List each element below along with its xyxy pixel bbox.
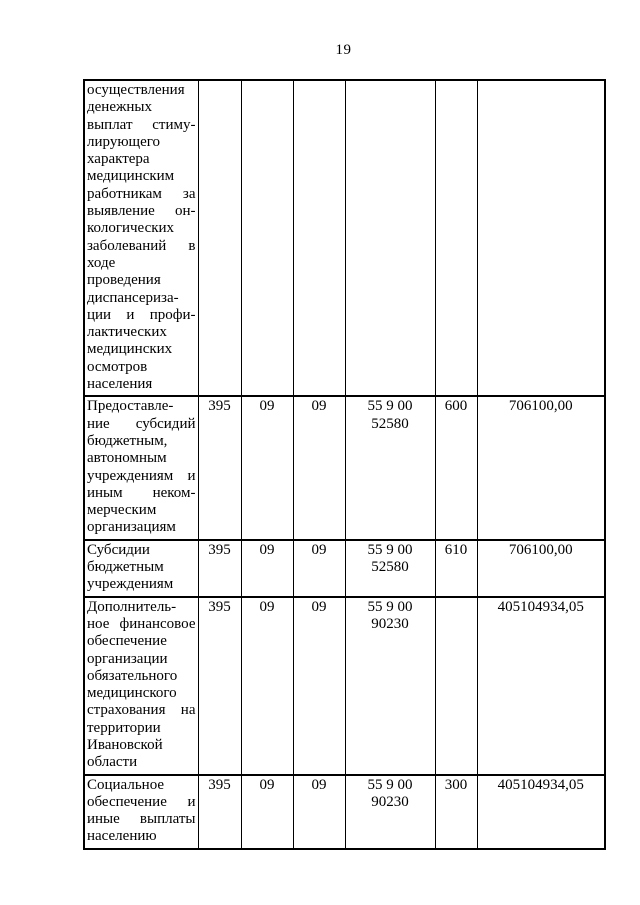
expense-name-line: бюджетным	[87, 559, 164, 576]
col-amount: 405104934,05	[477, 597, 605, 775]
col-expense-type-code: 600	[435, 396, 477, 539]
expense-name-line: выявление он-	[87, 203, 196, 220]
expense-name-line: работникам за	[87, 185, 196, 202]
expense-name-line: территории	[87, 719, 161, 736]
col-section-code	[241, 80, 293, 396]
col-subsection-code	[293, 80, 345, 396]
expense-name-line: ции и профи-	[87, 306, 196, 323]
expense-name-line: мерческим	[87, 502, 157, 519]
expense-name-line: денежных	[87, 99, 152, 116]
expense-name-line: иным неком-	[87, 484, 196, 501]
expense-name-line: ние субсидий	[87, 415, 196, 432]
expense-name-line: учреждениям	[87, 576, 174, 593]
col-grbs-code	[198, 80, 241, 396]
expense-name-line: осмотров	[87, 358, 148, 375]
expense-name-line: Предоставле-	[87, 398, 174, 415]
expense-name-line: осуществления	[87, 82, 185, 98]
col-section-code: 09	[241, 597, 293, 775]
expense-name-line: заболеваний в	[87, 237, 196, 254]
expense-name-line: бюджетным,	[87, 432, 168, 449]
budget-table-body	[84, 80, 605, 849]
expense-name-line: медицинских	[87, 341, 173, 358]
col-expense-type-code: 300	[435, 775, 477, 849]
table-row	[84, 80, 605, 396]
col-amount	[477, 80, 605, 396]
expense-name-line: кологических	[87, 220, 175, 237]
expense-name-line: населению	[87, 828, 157, 845]
col-target-article-code: 55 9 00 52580	[345, 396, 435, 539]
table-row	[84, 396, 605, 539]
expense-name-line: автономным	[87, 450, 167, 467]
col-amount: 706100,00	[477, 396, 605, 539]
col-section-code: 09	[241, 540, 293, 597]
expense-name-line: страхования на	[87, 702, 196, 719]
col-subsection-code: 09	[293, 597, 345, 775]
col-section-code: 09	[241, 396, 293, 539]
col-expense-name	[84, 540, 198, 597]
expense-name-line: населения	[87, 376, 153, 393]
col-grbs-code: 395	[198, 396, 241, 539]
expense-name-line: проведения	[87, 272, 161, 289]
expense-name-line: выплат стиму-	[87, 116, 196, 133]
col-grbs-code: 395	[198, 597, 241, 775]
expense-name-line: Дополнитель-	[87, 598, 177, 615]
expense-name-line: Ивановской	[87, 736, 163, 753]
expense-name-line: характера	[87, 151, 150, 168]
col-subsection-code: 09	[293, 540, 345, 597]
col-expense-name	[84, 80, 198, 396]
col-amount: 405104934,05	[477, 775, 605, 849]
expense-name-line: лирующего	[87, 133, 161, 150]
table-row	[84, 540, 605, 597]
expense-name-line: ходе	[87, 254, 116, 271]
col-grbs-code: 395	[198, 775, 241, 849]
col-expense-name	[84, 396, 198, 539]
expense-name-line: области	[87, 754, 138, 771]
expense-name-line: Социальное	[87, 776, 165, 793]
expense-name-line: Субсидии	[87, 541, 150, 558]
col-expense-type-code	[435, 80, 477, 396]
col-expense-name	[84, 597, 198, 775]
table-row	[84, 597, 605, 775]
col-target-article-code: 55 9 00 90230	[345, 775, 435, 849]
expense-name-line: организации	[87, 650, 168, 667]
expense-name-line: медицинским	[87, 168, 175, 185]
col-target-article-code: 55 9 00 52580	[345, 540, 435, 597]
expense-name-line: обеспечение	[87, 633, 167, 650]
col-subsection-code: 09	[293, 396, 345, 539]
col-subsection-code: 09	[293, 775, 345, 849]
col-grbs-code: 395	[198, 540, 241, 597]
expense-name-line: иные выплаты	[87, 811, 196, 828]
budget-table	[83, 79, 606, 850]
page-number: 19	[335, 42, 352, 58]
col-target-article-code	[345, 80, 435, 396]
col-section-code: 09	[241, 775, 293, 849]
col-expense-name	[84, 775, 198, 849]
expense-name-line: диспансериза-	[87, 289, 179, 306]
expense-name-line: лактических	[87, 324, 167, 341]
table-row	[84, 775, 605, 849]
expense-name-line: обеспечение и	[87, 793, 196, 810]
col-expense-type-code: 610	[435, 540, 477, 597]
col-expense-type-code	[435, 597, 477, 775]
expense-name-line: медицинского	[87, 685, 177, 702]
expense-name-line: обязательного	[87, 667, 178, 684]
expense-name-line: учреждениям и	[87, 467, 196, 484]
col-amount: 706100,00	[477, 540, 605, 597]
expense-name-line: организациям	[87, 519, 176, 536]
col-target-article-code: 55 9 00 90230	[345, 597, 435, 775]
expense-name-line: ное финансовое	[87, 615, 196, 632]
